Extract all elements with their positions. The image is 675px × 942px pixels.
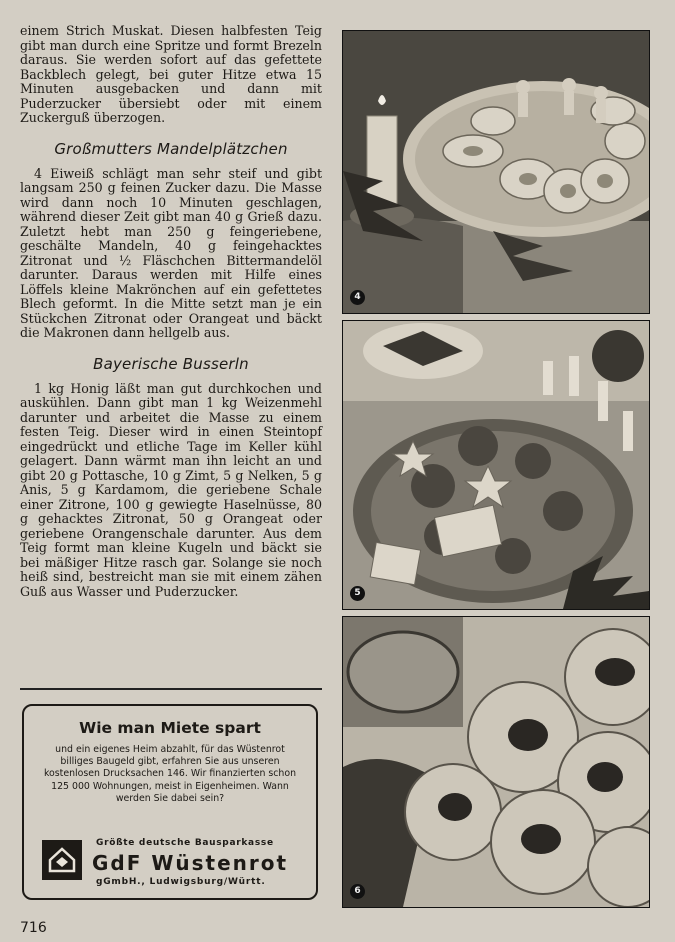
photo-number-badge: 6 <box>350 884 365 899</box>
ad-address: gGmbH., Ludwigsburg/Württ. <box>96 877 266 887</box>
recipe-title-busserln: Bayerische Busserln <box>93 354 249 373</box>
ad-footer <box>40 834 306 894</box>
photo-busserln-platter <box>342 320 650 610</box>
section-divider <box>20 688 322 690</box>
house-logo-icon <box>42 840 82 880</box>
ad-brand: GdF Wüstenrot <box>92 851 289 875</box>
text-column <box>20 24 322 599</box>
ad-body: und ein eigenes Heim abzahlt, für das Wüstenrot billiges Baugeld gibt, erfahren Sie aus unseren kostenlosen Drucksachen 146. Wir finanzierten schon 125 000 Wohnungen, meist in Eigenheimen. Wann werden Sie dabei sein? <box>43 744 297 804</box>
photo-jam-cookies <box>342 616 650 908</box>
page-number: 716 <box>20 920 47 936</box>
recipe-title-mandelplaetzchen: Großmutters Mandelplätzchen <box>54 139 288 158</box>
advertisement-box <box>22 704 318 900</box>
recipe-text-mandelplaetzchen: 4 Eiweiß schlägt man sehr steif und gibt langsam 250 g feinen Zucker dazu. Die Masse wird dann noch 10 Minuten geschlagen, während dieser Zeit gibt man 40 g Grieß dazu. Zuletzt hebt man 250 g feingeriebene, geschälte Mandeln, 40 g feingehacktes Zitronat und ½ Fläschchen Bittermandelöl darunter. Daraus werden mit Hilfe eines Löffels kleine Makrönchen auf ein gefettetes Blech geformt. In die Mitte setzt man je ein Stückchen Zitronat oder Orangeat und bäckt die Makronen dann hellgelb aus. <box>20 165 322 340</box>
intro-paragraph: einem Strich Muskat. Diesen halbfesten Teig gibt man durch eine Spritze und formt Brezeln daraus. Sie werden sofort auf das gefettete Backblech gelegt, bei guter Hitze etwa 15 Minuten ausgebacken und dann mit Puderzucker übersiebt oder mit einem Zuckerguß überzogen. <box>20 23 322 125</box>
recipe-text-busserln: 1 kg Honig läßt man gut durchkochen und auskühlen. Dann gibt man 1 kg Weizenmehl darunter und arbeitet die Masse zu einem festen Teig. Dieser wird in einen Steintopf eingedrückt und etliche Tage im Keller kühl gelagert. Dann wärmt man ihn leicht an und gibt 20 g Pottasche, 10 g Zimt, 5 g Nelken, 5 g Anis, 5 g Kardamom, die geriebene Schale einer Zitrone, 100 g gewiegte Haselnüsse, 80 g gehacktes Zitronat, 50 g Orangeat oder geriebene Orangenschale darunter. Aus dem Teig formt man kleine Kugeln und bäckt sie bei mäßiger Hitze rasch gar. Solange sie noch heiß sind, bestreicht man sie mit einem zähen Guß aus Wasser und Puderzucker. <box>20 380 322 599</box>
ad-title: Wie man Miete spart <box>79 719 261 737</box>
photo-mandelplaetzchen <box>342 30 650 314</box>
ad-tagline: Größte deutsche Bausparkasse <box>96 838 274 848</box>
photo-number-badge: 4 <box>350 290 365 305</box>
photo-number-badge: 5 <box>350 586 365 601</box>
